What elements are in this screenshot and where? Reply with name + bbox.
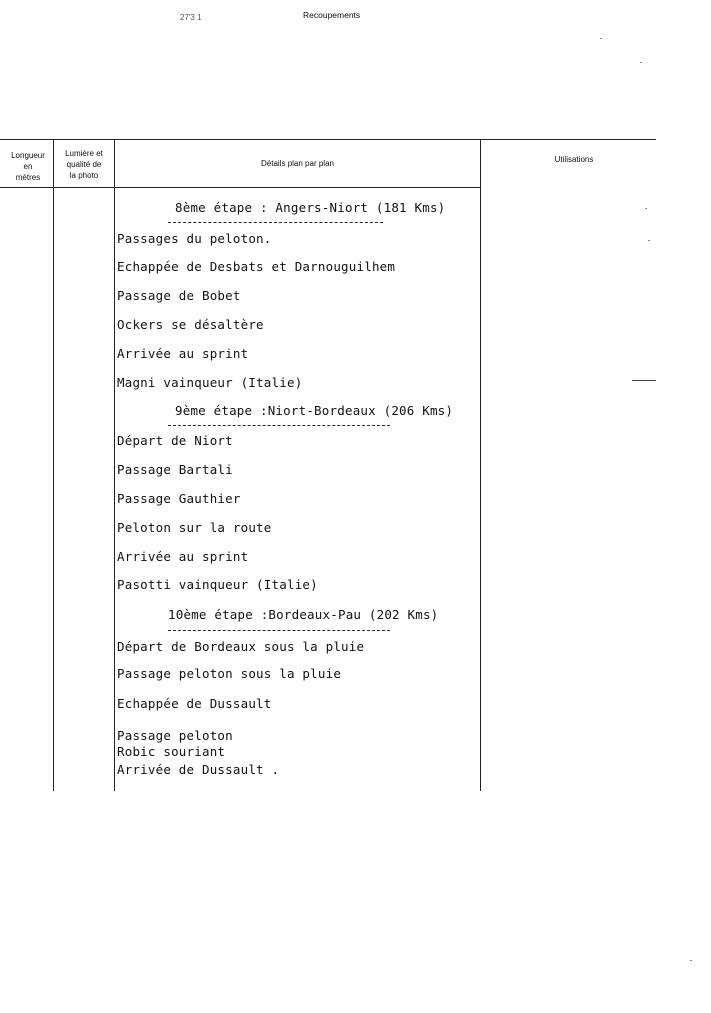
header-bottom-rule bbox=[0, 187, 480, 188]
shot-entry: Echappée de Dussault bbox=[117, 696, 272, 711]
scan-speck bbox=[648, 240, 650, 241]
shot-entry: Passage peloton sous la pluie bbox=[117, 666, 342, 681]
scan-speck bbox=[645, 208, 647, 209]
margin-mark bbox=[632, 380, 656, 381]
shot-entry: Départ de Niort bbox=[117, 433, 233, 448]
shot-entry: Peloton sur la route bbox=[117, 520, 272, 535]
column-header-length bbox=[3, 150, 53, 183]
column-header-length-line-2: en bbox=[23, 162, 33, 171]
shot-entry: Arrivée au sprint bbox=[117, 346, 249, 361]
column-header-uses: Utilisations bbox=[554, 155, 594, 164]
shot-entry: Passage de Bobet bbox=[117, 288, 241, 303]
column-divider-2 bbox=[114, 139, 115, 791]
shot-entry: Pasotti vainqueur (Italie) bbox=[117, 577, 318, 592]
shot-entry: Passages du peloton. bbox=[117, 231, 272, 246]
shot-entry: Echappée de Desbats et Darnouguilhem bbox=[117, 259, 396, 274]
column-header-length-line-3: mètres bbox=[15, 173, 41, 182]
scan-speck bbox=[640, 62, 642, 63]
shot-entry: Magni vainqueur (Italie) bbox=[117, 375, 303, 390]
column-divider-1 bbox=[53, 139, 54, 791]
column-header-details: Détails plan par plan bbox=[261, 159, 334, 168]
stage-underline-8 bbox=[168, 222, 383, 223]
column-header-light-line-1: Lumière et bbox=[65, 149, 103, 158]
shot-entry: Passage peloton bbox=[117, 728, 233, 743]
page-title: Recoupements bbox=[303, 10, 361, 20]
column-header-length-line-1: Longueur bbox=[11, 151, 45, 160]
shot-entry: Arrivée au sprint bbox=[117, 549, 249, 564]
stage-title-9: 9ème étape :Niort-Bordeaux (206 Kms) bbox=[175, 403, 454, 418]
stage-title-8: 8ème étape : Angers-Niort (181 Kms) bbox=[175, 200, 446, 215]
shot-entry: Ockers se désaltère bbox=[117, 317, 264, 332]
stage-title-10: 10ème étape :Bordeaux-Pau (202 Kms) bbox=[168, 607, 439, 622]
column-divider-3 bbox=[480, 139, 481, 791]
column-header-light bbox=[55, 148, 113, 181]
shot-entry: Départ de Bordeaux sous la pluie bbox=[117, 639, 365, 654]
page-reference: 27'3 1 bbox=[180, 13, 202, 22]
header-top-rule bbox=[0, 139, 656, 140]
column-header-light-line-2: qualité de bbox=[66, 160, 102, 169]
stage-underline-9 bbox=[168, 425, 390, 426]
shot-entry: Passage Bartali bbox=[117, 462, 233, 477]
shot-entry: Arrivée de Dussault . bbox=[117, 762, 280, 777]
shot-entry: Passage Gauthier bbox=[117, 491, 241, 506]
stage-underline-10 bbox=[168, 630, 390, 631]
shot-entry: Robic souriant bbox=[117, 744, 226, 759]
scan-speck bbox=[690, 960, 692, 961]
scan-speck bbox=[600, 38, 602, 39]
column-header-light-line-3: la photo bbox=[69, 171, 99, 180]
